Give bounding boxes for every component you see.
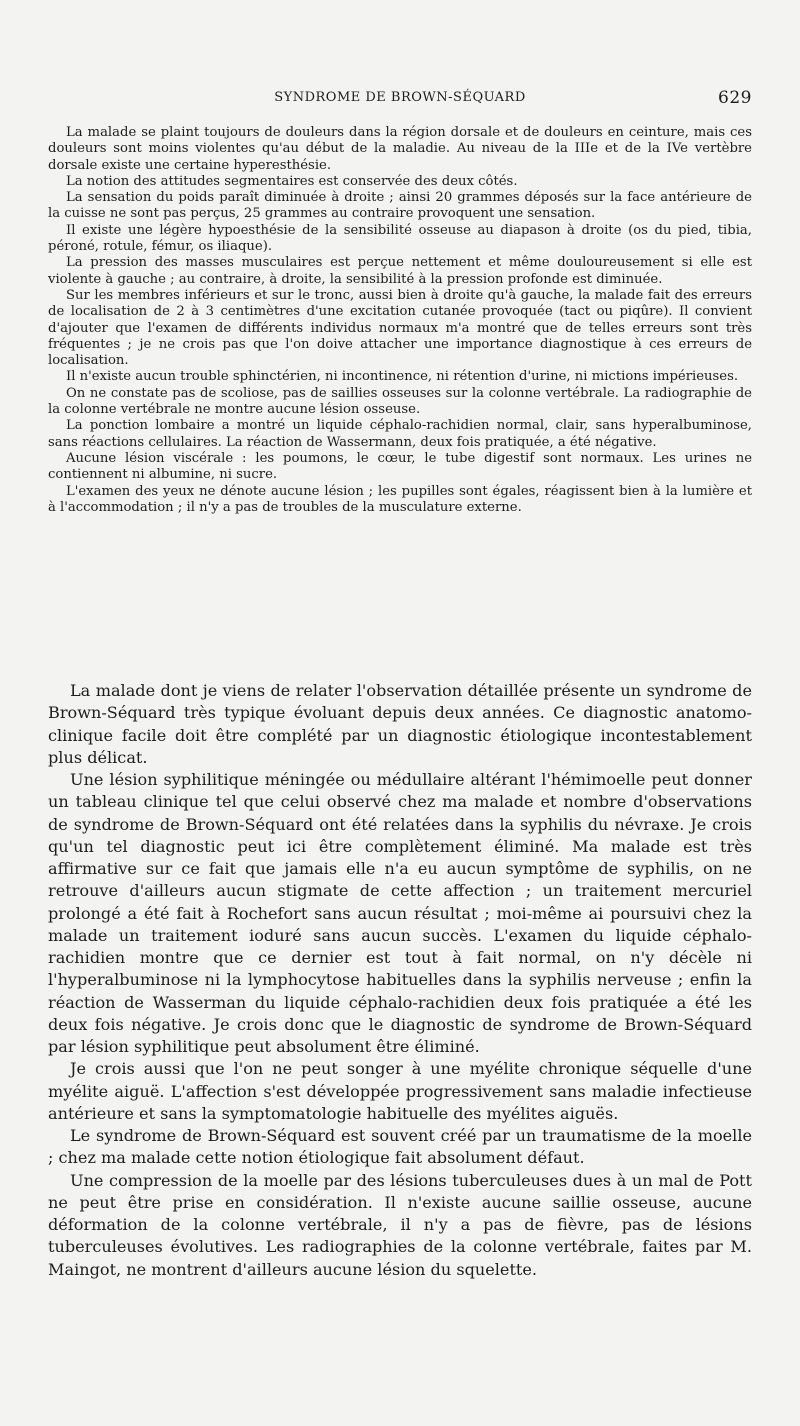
discussion-paragraph: Une compression de la moelle par des lésions tuberculeuses dues à un mal de Pott ne peut être prise en considération. Il n'existe aucune saillie osseuse, aucune déformation de la colonne vertébrale, il n'y a pas de fièvre, pas de lésions tuberculeuses évolutives. Les radiographies de la colonne vertébrale, faites par M. Maingot, ne montrent d'ailleurs aucune lésion du squelette.	[48, 1170, 752, 1279]
discussion-block	[48, 680, 752, 1281]
observation-block	[48, 125, 752, 516]
observation-paragraph: La malade se plaint toujours de douleurs dans la région dorsale et de douleurs en ceinture, mais ces douleurs sont moins violentes qu'au début de la maladie. Au niveau de la IIIe et de la IVe vertèbre dorsale existe une certaine hyperesthésie.	[48, 125, 752, 173]
running-header	[48, 86, 752, 110]
observation-paragraph: Il n'existe aucun trouble sphinctérien, ni incontinence, ni rétention d'urine, ni mictions impérieuses.	[66, 369, 739, 385]
observation-paragraph: La sensation du poids paraît diminuée à droite ; ainsi 20 grammes déposés sur la face antérieure de la cuisse ne sont pas perçus, 25 grammes au contraire provoquent une sensation.	[48, 190, 752, 222]
observation-paragraph: Sur les membres inférieurs et sur le tronc, aussi bien à droite qu'à gauche, la malade fait des erreurs de localisation de 2 à 3 centimètres d'une excitation cutanée provoquée (tact ou piqûre). Il convient d'ajouter que l'examen de différents individus normaux m'a montré que de telles erreurs sont très fréquentes ; je ne crois pas que l'on doive attacher une importance diagnostique à ces erreurs de localisation.	[48, 287, 752, 369]
observation-paragraph: La notion des attitudes segmentaires est conservée des deux côtés.	[66, 173, 518, 189]
observation-paragraph: Il existe une légère hypoesthésie de la sensibilité osseuse au diapason à droite (os du pied, tibia, péroné, rotule, fémur, os iliaque).	[48, 222, 752, 255]
observation-paragraph: L'examen des yeux ne dénote aucune lésion ; les pupilles sont égales, réagissent bien à la lumière et à l'accommodation ; il n'y a pas de troubles de la musculature externe.	[48, 483, 752, 515]
observation-paragraph: Aucune lésion viscérale : les poumons, le cœur, le tube digestif sont normaux. Les urines ne contiennent ni albumine, ni sucre.	[48, 450, 752, 483]
discussion-paragraph: La malade dont je viens de relater l'observation détaillée présente un syndrome de Brown-Séquard très typique évoluant depuis deux années. Ce diagnostic anatomo-clinique facile doit être complété par un diagnostic étiologique incontestablement plus délicat.	[48, 681, 752, 767]
discussion-paragraph: Je crois aussi que l'on ne peut songer à une myélite chronique séquelle d'une myélite aiguë. L'affection s'est développée progressivement sans maladie infectieuse antérieure et sans la symptomatologie habituelle des myélites aiguës.	[48, 1059, 752, 1123]
observation-paragraph: On ne constate pas de scoliose, pas de saillies osseuses sur la colonne vertébrale. La radiographie de la colonne vertébrale ne montre aucune lésion osseuse.	[48, 385, 752, 418]
page-number: 629	[718, 88, 752, 108]
observation-paragraph: La pression des masses musculaires est perçue nettement et même douloureusement si elle est violente à gauche ; au contraire, à droite, la sensibilité à la pression profonde est diminuée.	[48, 255, 752, 287]
running-title: SYNDROME DE BROWN-SÉQUARD	[274, 90, 526, 105]
observation-paragraph: La ponction lombaire a montré un liquide céphalo-rachidien normal, clair, sans hyperalbuminose, sans réactions cellulaires. La réaction de Wassermann, deux fois pratiquée, a été négative.	[48, 418, 752, 450]
discussion-paragraph: Une lésion syphilitique méningée ou médullaire altérant l'hémimoelle peut donner un tableau clinique tel que celui observé chez ma malade et nombre d'observations de syndrome de Brown-Séquard ont été relatées dans la syphilis du névraxe. Je crois qu'un tel diagnostic peut ici être complètement éliminé. Ma malade est très affirmative sur ce fait que jamais elle n'a eu aucun symptôme de syphilis, on ne retrouve d'ailleurs aucun stigmate de cette affection ; un traitement mercuriel prolongé a été fait à Rochefort sans aucun résultat ; moi-même ai poursuivi chez la malade un traitement ioduré sans aucun succès. L'examen du liquide céphalo-rachidien montre que ce dernier est tout à fait normal, on n'y décèle ni l'hyperalbuminose ni la lymphocytose habituelles dans la syphilis nerveuse ; enfin la réaction de Wasserman du liquide céphalo-rachidien deux fois pratiquée a été les deux fois négative. Je crois donc que le diagnostic de syndrome de Brown-Séquard par lésion syphilitique peut absolument être éliminé.	[48, 770, 752, 1056]
discussion-paragraph: Le syndrome de Brown-Séquard est souvent créé par un traumatisme de la moelle ; chez ma malade cette notion étiologique fait absolument défaut.	[48, 1126, 752, 1168]
